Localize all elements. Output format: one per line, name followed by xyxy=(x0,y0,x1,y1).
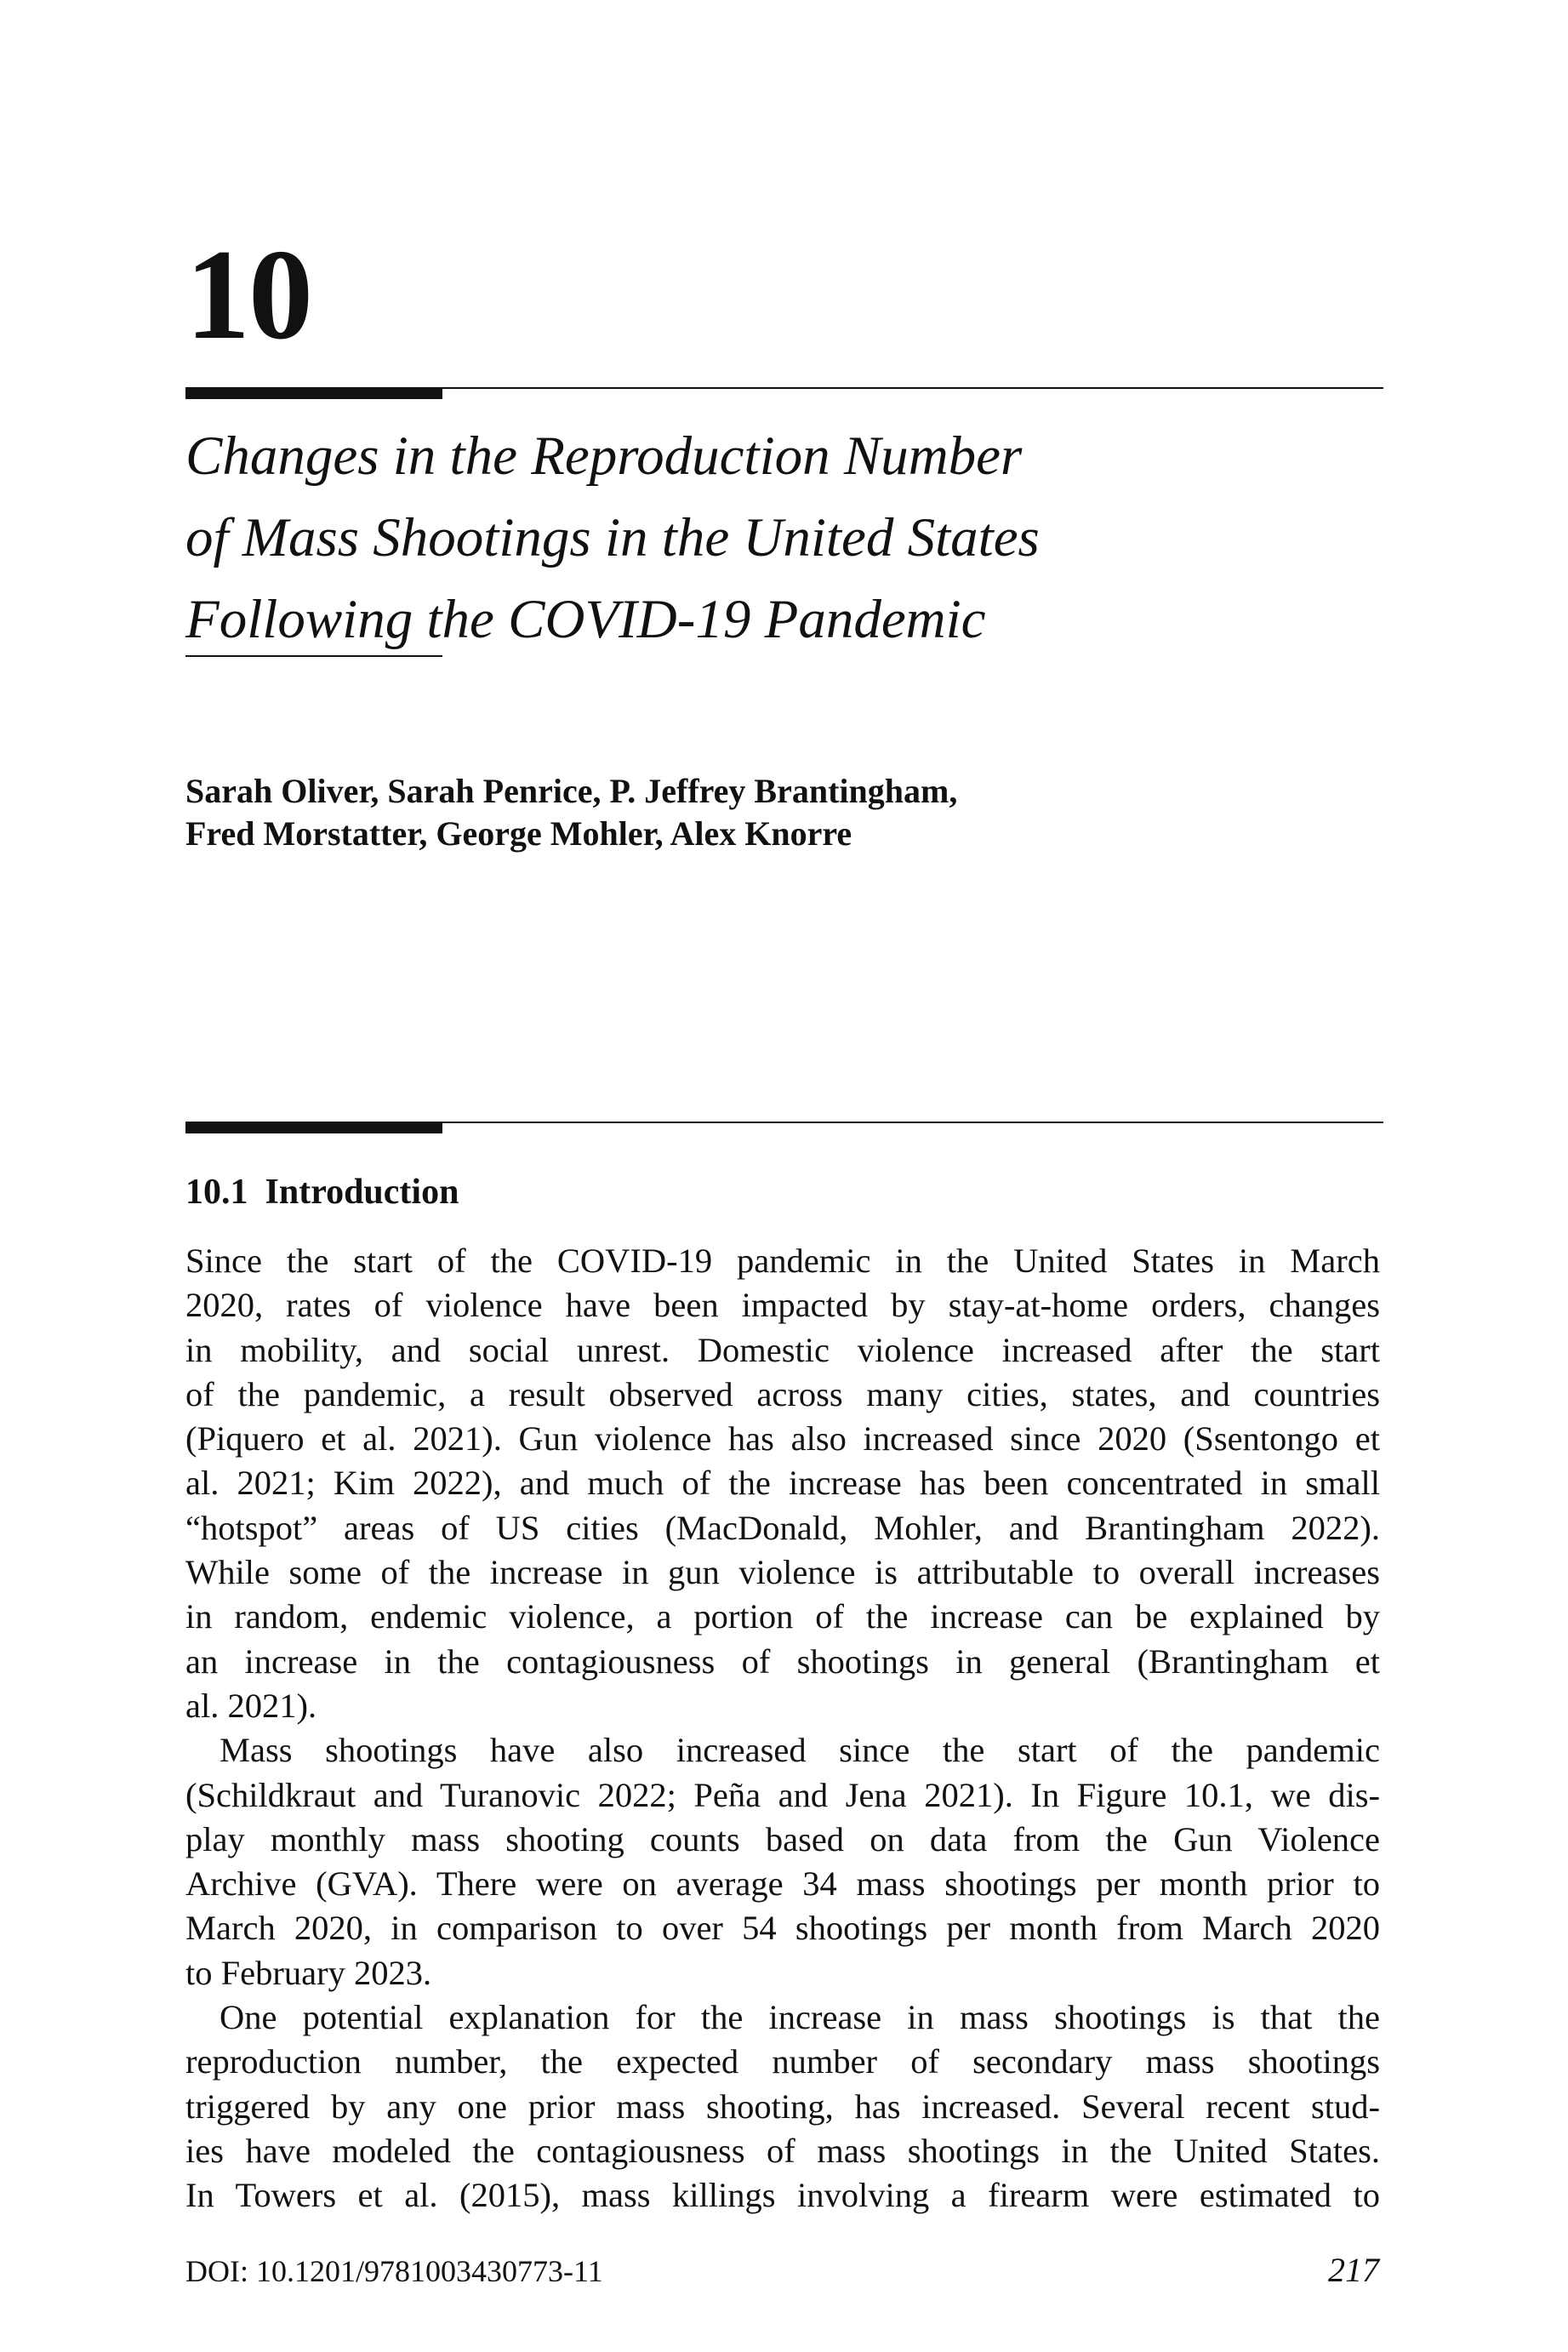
author-list xyxy=(185,770,1394,855)
body-line: One potential explanation for the increase in mass shootings is that the xyxy=(220,1998,1380,2037)
body-line: of the pandemic, a result observed across many cities, states, and countries xyxy=(185,1374,1380,1413)
section-rule-thick xyxy=(185,1122,442,1133)
body-line: In Towers et al. (2015), mass killings involving a firearm were estimated to xyxy=(185,2176,1380,2215)
section-heading xyxy=(185,1174,459,1210)
body-line: reproduction number, the expected number of secondary mass shootings xyxy=(185,2042,1380,2081)
body-line: Since the start of the COVID-19 pandemic in the United States in March xyxy=(185,1242,1380,1280)
body-line: While some of the increase in gun violence is attributable to overall increases xyxy=(185,1553,1380,1592)
section-title: Introduction xyxy=(265,1173,459,1212)
body-line: ies have modeled the contagiousness of mass shootings in the United States. xyxy=(185,2131,1380,2170)
section-rule-thin xyxy=(442,1122,1383,1123)
chapter-rule-thin xyxy=(442,387,1383,389)
body-line: Archive (GVA). There were on average 34 mass shootings per month prior to xyxy=(185,1864,1380,1904)
chapter-title xyxy=(185,415,1394,660)
body-line: an increase in the contagiousness of shootings in general (Brantingham et xyxy=(185,1641,1380,1681)
chapter-title-line: Changes in the Reproduction Number xyxy=(185,425,1023,487)
title-underline-rule xyxy=(185,655,442,657)
body-line: al. 2021; Kim 2022), and much of the increase has been concentrated in small xyxy=(185,1464,1380,1503)
body-line: Mass shootings have also increased since the start of the pandemic xyxy=(220,1731,1380,1770)
body-line: triggered by any one prior mass shooting, has increased. Several recent stud- xyxy=(185,2087,1380,2126)
section-number: 10.1 xyxy=(185,1173,248,1212)
body-line: in random, endemic violence, a portion of the increase can be explained by xyxy=(185,1597,1380,1636)
page-number: 217 xyxy=(1328,2251,1379,2289)
body-line: “hotspot” areas of US cities (MacDonald, Mohler, and Brantingham 2022). xyxy=(185,1508,1380,1547)
body-line: to February 2023. xyxy=(185,1953,432,1992)
footer-doi: DOI: 10.1201/9781003430773-11 xyxy=(185,2254,603,2288)
body-line: 2020, rates of violence have been impacted by stay-at-home orders, changes xyxy=(185,1286,1380,1325)
chapter-number: 10 xyxy=(185,223,311,366)
body-line: (Piquero et al. 2021). Gun violence has also increased since 2020 (Ssentongo et xyxy=(185,1419,1380,1459)
author-line: Sarah Oliver, Sarah Penrice, P. Jeffrey Brantingham, xyxy=(185,772,958,810)
body-line: al. 2021). xyxy=(185,1686,317,1725)
body-line: March 2020, in comparison to over 54 shootings per month from March 2020 xyxy=(185,1909,1380,1948)
body-line: (Schildkraut and Turanovic 2022; Peña and Jena 2021). In Figure 10.1, we dis- xyxy=(185,1775,1380,1814)
chapter-title-line: Following the COVID-19 Pandemic xyxy=(185,589,986,650)
body-text xyxy=(185,1239,1380,2218)
author-line: Fred Morstatter, George Mohler, Alex Knorre xyxy=(185,814,852,853)
body-line: play monthly mass shooting counts based on data from the Gun Violence xyxy=(185,1819,1380,1858)
body-line: in mobility, and social unrest. Domestic violence increased after the start xyxy=(185,1330,1380,1369)
chapter-rule-thick xyxy=(185,387,442,399)
chapter-title-line: of Mass Shootings in the United States xyxy=(185,507,1040,568)
